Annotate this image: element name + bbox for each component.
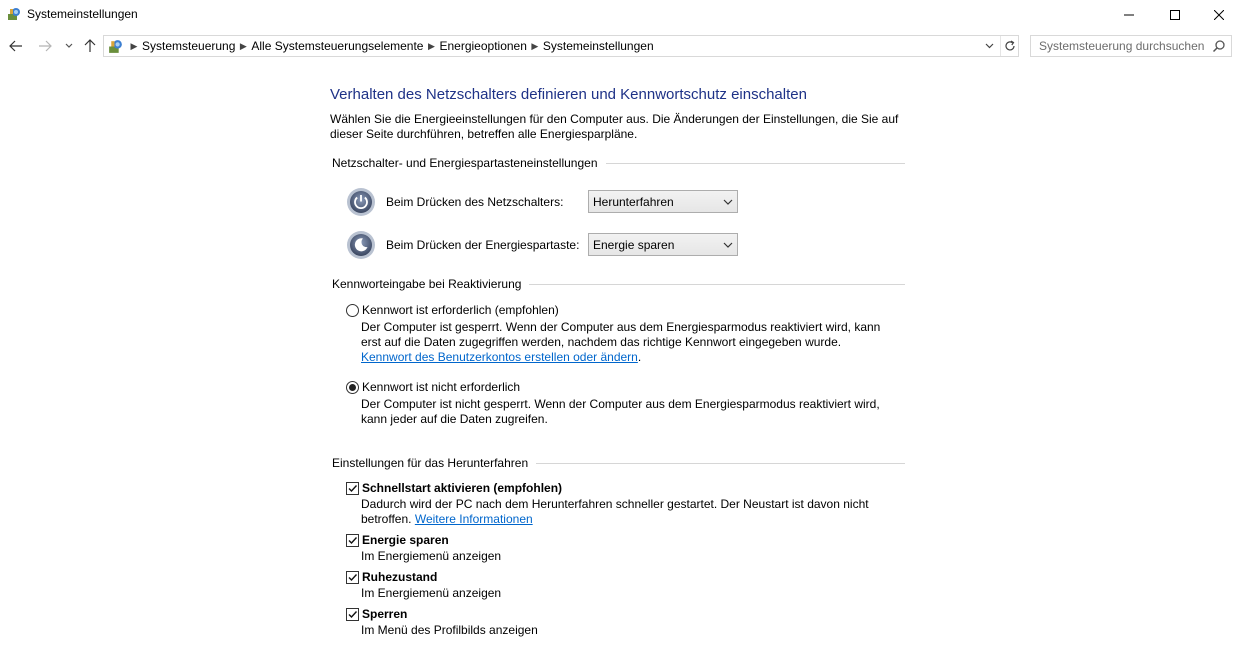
sleep-button-setting xyxy=(346,230,746,260)
recent-locations-button[interactable] xyxy=(62,36,76,56)
minimize-button[interactable] xyxy=(1106,0,1152,30)
checkmark-icon xyxy=(347,572,358,583)
chevron-right-icon[interactable]: ▶ xyxy=(428,40,435,51)
chevron-right-icon[interactable]: ▶ xyxy=(239,40,247,51)
password-not-required-option[interactable] xyxy=(346,380,520,394)
selected-value: Energie sparen xyxy=(593,238,675,252)
back-button[interactable] xyxy=(6,36,26,56)
divider xyxy=(606,163,906,164)
option-label[interactable]: Ruhezustand xyxy=(362,570,438,584)
arrow-right-icon xyxy=(38,40,52,52)
sleep-icon xyxy=(346,230,376,260)
chevron-right-icon[interactable]: ▶ xyxy=(531,40,539,51)
chevron-right-icon[interactable]: ▶ xyxy=(130,40,138,51)
change-password-link[interactable]: Kennwort des Benutzerkontos erstellen oder ändern xyxy=(361,350,638,364)
checkmark-icon xyxy=(347,535,358,546)
password-required-radio[interactable] xyxy=(346,304,359,317)
sleep-option[interactable] xyxy=(346,533,449,547)
hibernate-option[interactable] xyxy=(346,570,437,584)
divider xyxy=(536,463,905,464)
description-line: Dadurch wird der PC nach dem Herunterfahren schneller gestartet. Der Neustart ist davon nicht xyxy=(361,497,869,511)
power-button-setting xyxy=(346,187,746,217)
chevron-down-icon xyxy=(723,198,733,206)
divider xyxy=(529,284,905,285)
more-info-link[interactable]: Weitere Informationen xyxy=(414,512,533,526)
section-title: Kennworteingabe bei Reaktivierung xyxy=(332,277,522,291)
sleep-checkbox[interactable] xyxy=(346,534,359,547)
address-dropdown-button[interactable] xyxy=(980,36,998,56)
description-line: erst auf die Daten zugegriffen werden, nachdem das richtige Kennwort eingegeben wurde. xyxy=(361,335,842,349)
power-icon xyxy=(346,187,376,217)
search-icon[interactable] xyxy=(1212,39,1226,53)
option-label[interactable]: Kennwort ist nicht erforderlich xyxy=(362,380,521,394)
section-heading-password xyxy=(332,276,905,292)
breadcrumb xyxy=(126,36,654,56)
option-description: Im Energiemenü anzeigen xyxy=(361,549,502,563)
address-bar[interactable] xyxy=(103,35,1019,57)
power-button-label: Beim Drücken des Netzschalters: xyxy=(386,195,564,209)
control-panel-icon xyxy=(107,38,124,55)
password-required-option[interactable] xyxy=(346,303,559,317)
breadcrumb-item[interactable]: Systemsteuerung xyxy=(142,39,236,53)
description-line: kann jeder auf die Daten zugreifen. xyxy=(361,412,548,426)
password-not-required-radio[interactable] xyxy=(346,381,359,394)
option-description xyxy=(361,397,880,427)
sleep-button-select[interactable] xyxy=(588,233,738,256)
refresh-button[interactable] xyxy=(1000,36,1018,56)
chevron-down-icon xyxy=(723,241,733,249)
forward-button[interactable] xyxy=(35,36,55,56)
arrow-up-icon xyxy=(84,39,96,53)
page-title: Verhalten des Netzschalters definieren und Kennwortschutz einschalten xyxy=(330,86,807,103)
description-line: betroffen. xyxy=(361,512,412,526)
option-description: Im Menü des Profilbilds anzeigen xyxy=(361,623,538,637)
power-button-select[interactable] xyxy=(588,190,738,213)
up-button[interactable] xyxy=(81,36,99,56)
control-panel-icon xyxy=(6,6,22,22)
option-description: Im Energiemenü anzeigen xyxy=(361,586,502,600)
fast-startup-checkbox[interactable] xyxy=(346,482,359,495)
intro-text: Wählen Sie die Energieeinstellungen für den Computer aus. Die Änderungen der Einstellungen, die Sie auf dieser Seite durchführen, betreffen alle Energiesparpläne. xyxy=(330,112,899,141)
chevron-down-icon xyxy=(65,43,73,49)
title-bar xyxy=(0,0,1240,30)
section-title: Netzschalter- und Energiespartasteneinstellungen xyxy=(332,156,598,170)
lock-checkbox[interactable] xyxy=(346,608,359,621)
option-label[interactable]: Energie sparen xyxy=(362,533,449,547)
navigation-bar xyxy=(0,30,1240,62)
option-label[interactable]: Schnellstart aktivieren (empfohlen) xyxy=(362,481,563,495)
maximize-button[interactable] xyxy=(1152,0,1198,30)
arrow-left-icon xyxy=(9,40,23,52)
breadcrumb-item[interactable]: Alle Systemsteuerungselemente xyxy=(251,39,424,53)
breadcrumb-item[interactable]: Systemeinstellungen xyxy=(542,39,654,53)
selected-value: Herunterfahren xyxy=(593,195,674,209)
chevron-down-icon xyxy=(985,43,994,49)
search-input[interactable] xyxy=(1031,36,1209,56)
fast-startup-option[interactable] xyxy=(346,481,562,495)
checkmark-icon xyxy=(347,483,358,494)
description-line: Der Computer ist gesperrt. Wenn der Computer aus dem Energiesparmodus reaktiviert wird, kann xyxy=(361,320,881,334)
description-line: Der Computer ist nicht gesperrt. Wenn der Computer aus dem Energiesparmodus reaktiviert wird, xyxy=(361,397,880,411)
option-description xyxy=(361,497,869,527)
section-heading-buttons xyxy=(332,155,905,171)
maximize-icon xyxy=(1170,10,1180,20)
search-box[interactable] xyxy=(1030,35,1232,57)
lock-option[interactable] xyxy=(346,607,407,621)
close-icon xyxy=(1214,10,1224,20)
option-description: Der Computer ist gesperrt. Wenn der Computer aus dem Energiesparmodus reaktiviert wird, kann erst auf die Daten zugegriffen werden, nachdem das richtige Kennwort eingegeben wurde. Kennwort des Benutzerkontos erstellen oder ändern. xyxy=(361,320,881,364)
section-heading-shutdown xyxy=(332,455,905,471)
option-label[interactable]: Sperren xyxy=(362,607,408,621)
sleep-button-label: Beim Drücken der Energiespartaste: xyxy=(386,238,580,252)
checkmark-icon xyxy=(347,609,358,620)
hibernate-checkbox[interactable] xyxy=(346,571,359,584)
breadcrumb-item[interactable]: Energieoptionen xyxy=(439,39,527,53)
window-title: Systemeinstellungen xyxy=(27,7,138,21)
option-label[interactable]: Kennwort ist erforderlich (empfohlen) xyxy=(362,303,559,317)
section-title: Einstellungen für das Herunterfahren xyxy=(332,456,529,470)
refresh-icon xyxy=(1004,40,1016,52)
close-button[interactable] xyxy=(1196,0,1240,30)
minimize-icon xyxy=(1124,10,1134,20)
